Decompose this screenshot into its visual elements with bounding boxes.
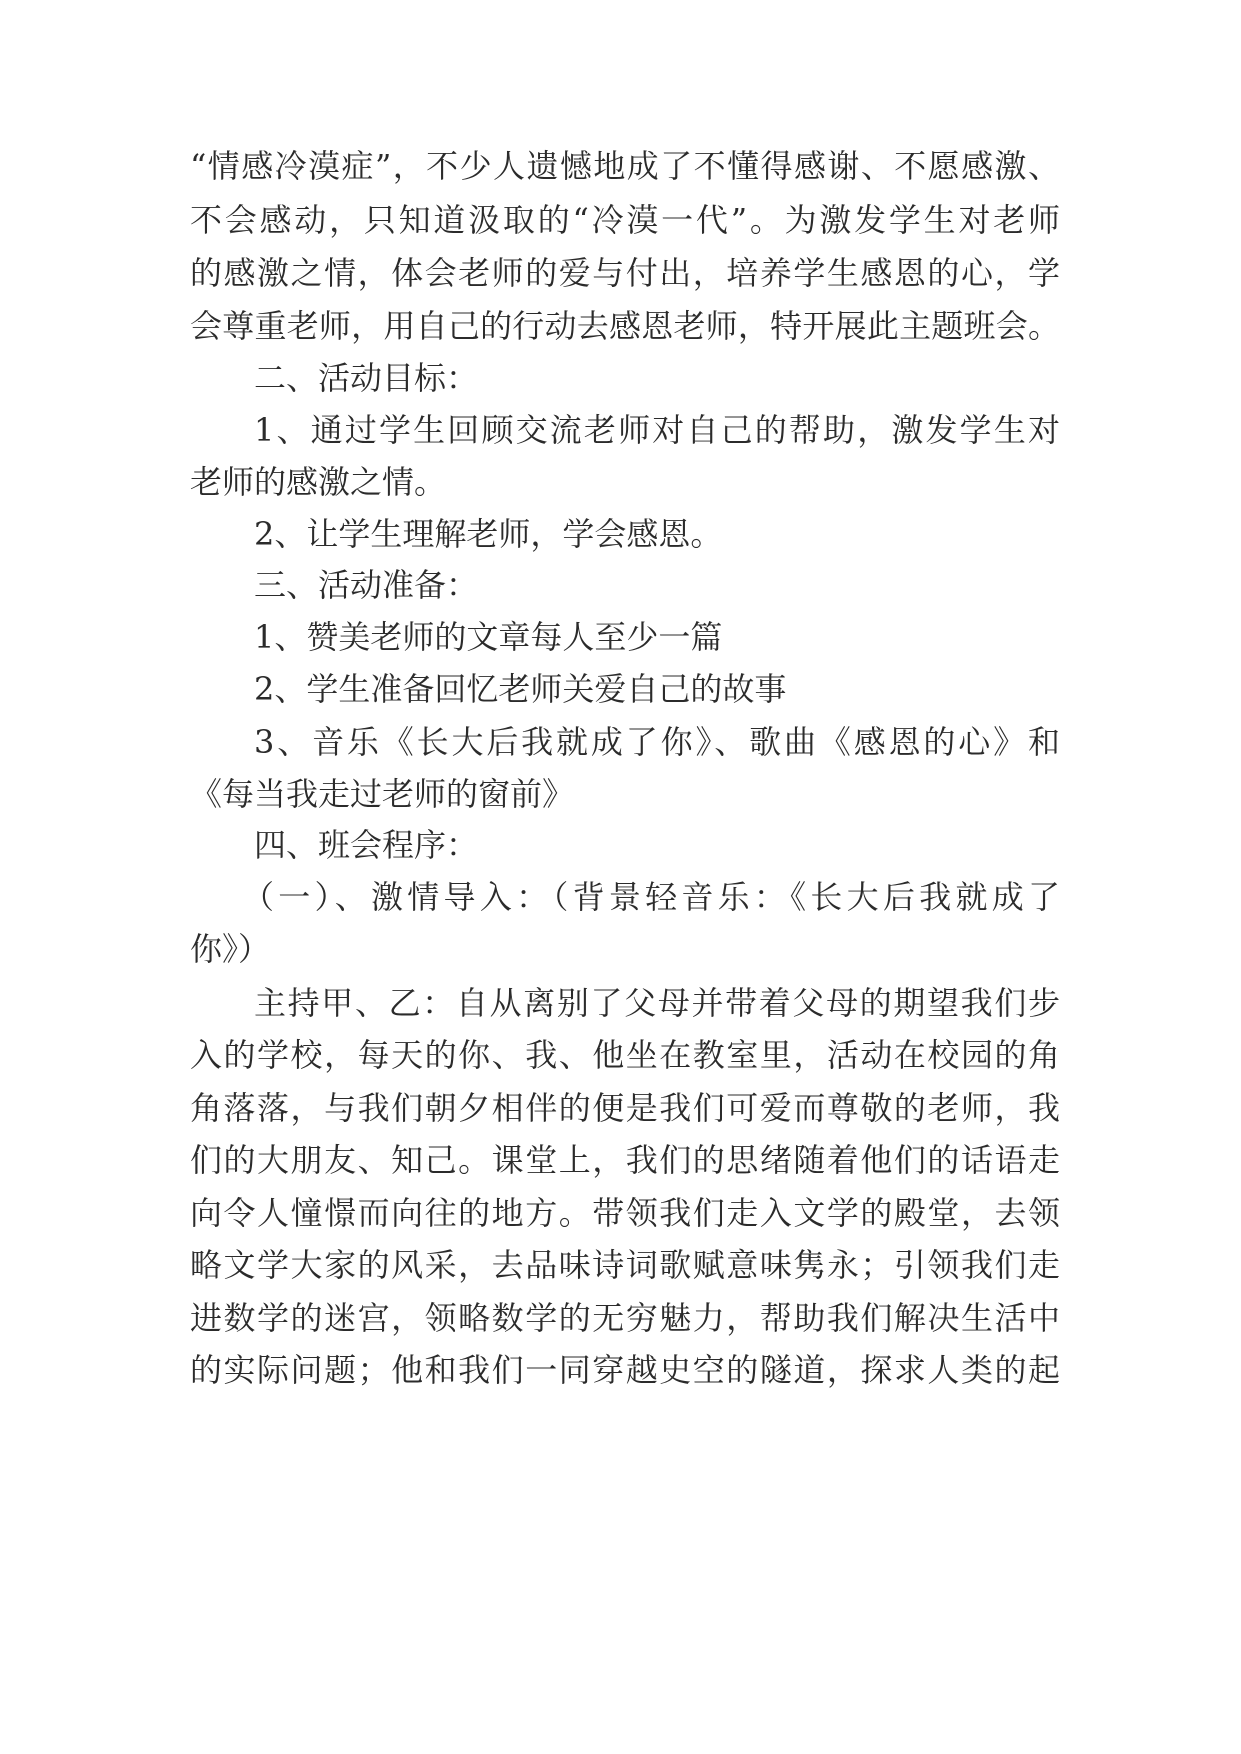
paragraph-line: 角落落，与我们朝夕相伴的便是我们可爱而尊敬的老师，我 xyxy=(190,1089,1060,1127)
paragraph-line: 向令人憧憬而向往的地方。带领我们走入文学的殿堂，去领 xyxy=(190,1194,1060,1232)
list-item-continuation: 《每当我走过老师的窗前》 xyxy=(190,775,575,813)
section-heading: 三、活动准备： xyxy=(254,566,479,604)
paragraph-line: 进数学的迷宫，领略数学的无穷魅力，帮助我们解决生活中 xyxy=(190,1299,1060,1337)
list-item: 2、学生准备回忆老师关爱自己的故事 xyxy=(254,670,787,708)
section-heading: 二、活动目标： xyxy=(254,359,479,397)
paragraph-line: “情感冷漠症”，不少人遗憾地成了不懂得感谢、不愿感激、 xyxy=(190,147,1060,185)
paragraph-line: 主持甲、乙：自从离别了父母并带着父母的期望我们步 xyxy=(254,984,1060,1022)
list-item: 3、音乐《长大后我就成了你》、歌曲《感恩的心》和 xyxy=(254,723,1060,761)
list-item: 1、赞美老师的文章每人至少一篇 xyxy=(254,618,723,656)
subsection-heading: （一）、激情导入：（背景轻音乐：《长大后我就成了 xyxy=(242,878,1060,916)
paragraph-line: 不会感动，只知道汲取的“冷漠一代”。为激发学生对老师 xyxy=(190,201,1060,239)
subsection-heading-continuation: 你》） xyxy=(190,930,271,968)
paragraph-line: 们的大朋友、知己。课堂上，我们的思绪随着他们的话语走 xyxy=(190,1141,1060,1179)
list-item: 2、让学生理解老师，学会感恩。 xyxy=(254,515,723,553)
paragraph-line: 的实际问题；他和我们一同穿越史空的隧道，探求人类的起 xyxy=(190,1351,1060,1389)
paragraph-line: 入的学校，每天的你、我、他坐在教室里，活动在校园的角 xyxy=(190,1036,1060,1074)
section-heading: 四、班会程序： xyxy=(254,826,479,864)
paragraph-line: 的感激之情，体会老师的爱与付出，培养学生感恩的心，学 xyxy=(190,254,1060,292)
list-item: 1、通过学生回顾交流老师对自己的帮助，激发学生对 xyxy=(254,411,1060,449)
list-item-continuation: 老师的感激之情。 xyxy=(190,463,447,501)
paragraph-line: 略文学大家的风采，去品味诗词歌赋意味隽永；引领我们走 xyxy=(190,1246,1060,1284)
paragraph-line: 会尊重老师，用自己的行动去感恩老师，特开展此主题班会。 xyxy=(190,307,1060,345)
